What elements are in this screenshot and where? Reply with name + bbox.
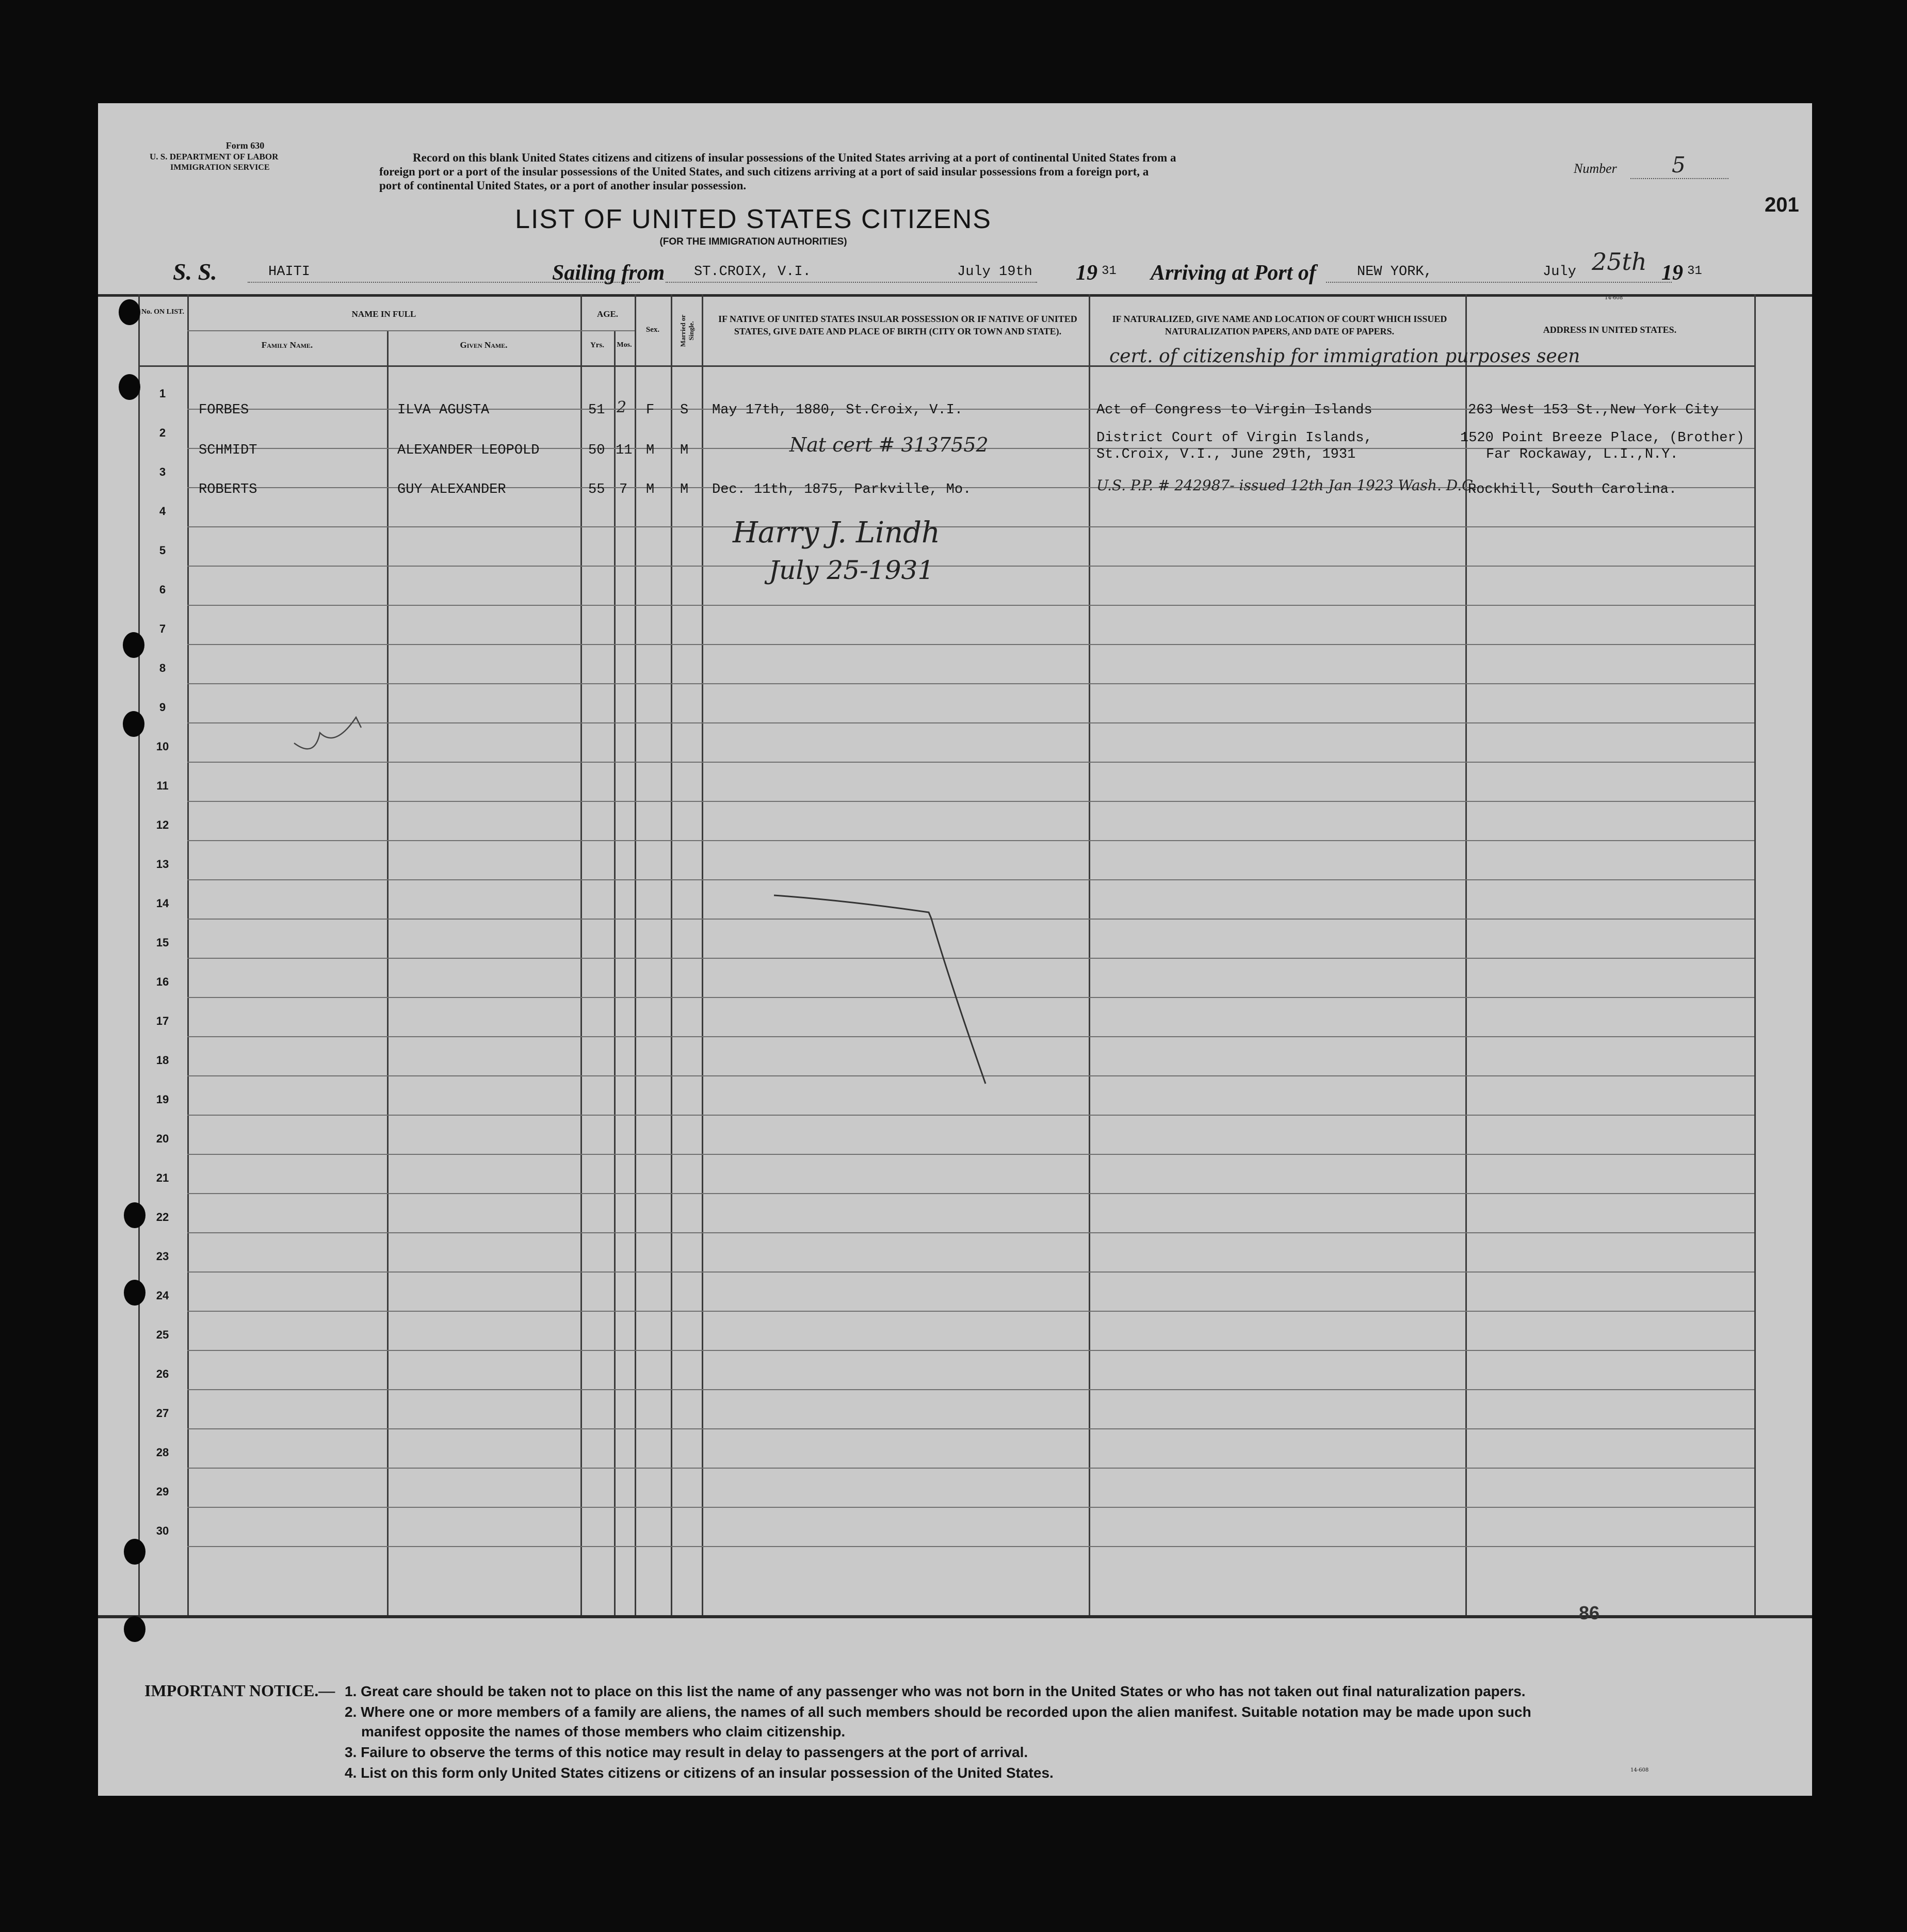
- number-value: 5: [1672, 152, 1686, 178]
- row-number: 4: [159, 505, 166, 518]
- header-no-on-list: No. ON LIST.: [141, 308, 184, 316]
- row-number: 24: [156, 1289, 169, 1302]
- punch-hole: [124, 1616, 146, 1642]
- row-number: 2: [159, 426, 166, 439]
- punch-hole: [123, 632, 144, 658]
- page-title: LIST OF UNITED STATES CITIZENS: [515, 204, 992, 234]
- row-number: 30: [156, 1524, 169, 1537]
- row3-given: GUY ALEXANDER: [397, 482, 506, 497]
- row2-family: SCHMIDT: [199, 443, 257, 458]
- header-native: IF NATIVE OF UNITED STATES INSULAR POSSESSION OR IF NATIVE OF UNITED STATES, GIVE DATE AND PLACE OF BIRTH (CITY OR TOWN AND STATE).: [718, 314, 1077, 336]
- small-code: 14-608: [1605, 295, 1623, 301]
- row-number: 8: [159, 662, 166, 674]
- row-number: 23: [156, 1250, 169, 1263]
- notice-item-1: 1. Great care should be taken not to place on this list the name of any passenger who was not born in the United States or who has not taken out final naturalization papers.: [345, 1683, 1526, 1699]
- header-mos: Mos.: [617, 341, 632, 349]
- row3-marital: M: [680, 482, 689, 497]
- punch-hole: [119, 299, 140, 325]
- ss-label: S. S.: [173, 259, 217, 285]
- row-number: 7: [159, 622, 166, 635]
- header-yrs: Yrs.: [590, 341, 605, 349]
- row3-naturalized-hand: U.S. P.P. # 242987- issued 12th Jan 1923 Wash. D.C.: [1096, 477, 1477, 494]
- row1-mos: 2: [617, 398, 627, 416]
- row-number: 1: [159, 387, 166, 400]
- footer-number: 86: [1579, 1602, 1600, 1623]
- row3-mos: 7: [619, 482, 628, 497]
- row2-given: ALEXANDER LEOPOLD: [397, 443, 540, 458]
- header-married-single: Married or Single.: [679, 314, 695, 347]
- row-number: 5: [159, 544, 166, 557]
- instructions-line-3: port of continental United States, or a port of another insular possession.: [379, 179, 747, 192]
- row1-marital: S: [680, 403, 689, 418]
- row1-yrs: 51: [588, 403, 605, 418]
- header-given-name: Given Name.: [460, 340, 508, 350]
- row-number: 14: [156, 897, 169, 910]
- row-number: 3: [159, 465, 166, 478]
- row-number: 15: [156, 936, 169, 949]
- pen-marks: [98, 103, 1812, 1796]
- arriving-port: NEW YORK,: [1357, 264, 1432, 280]
- arrival-date-typed: July: [1543, 264, 1576, 280]
- row2-address-2: Far Rockaway, L.I.,N.Y.: [1486, 447, 1678, 462]
- notice-item-2a: 2. Where one or more members of a family are aliens, the names of all such members should be recorded upon the alien manifest. Suitable notation may be made upon such: [345, 1704, 1531, 1720]
- row-number: 13: [156, 858, 169, 871]
- row2-yrs: 50: [588, 443, 605, 458]
- page-stamp: 201: [1765, 194, 1799, 216]
- punch-hole: [123, 711, 144, 737]
- row3-yrs: 55: [588, 482, 605, 497]
- citizenship-annotation: cert. of citizenship for immigration purposes seen: [1109, 346, 1580, 367]
- number-label: Number: [1574, 161, 1617, 176]
- row-number: 21: [156, 1171, 169, 1184]
- row2-mos: 11: [616, 443, 633, 458]
- punch-hole: [124, 1202, 146, 1228]
- row-number: 12: [156, 818, 169, 831]
- instructions-line-2: foreign port or a port of the insular possessions of the United States, and such citizens arriving at a port of said insular possessions from a foreign port, a: [379, 165, 1149, 178]
- notice-label: IMPORTANT NOTICE.—: [144, 1681, 335, 1700]
- row1-given: ILVA AGUSTA: [397, 403, 490, 418]
- notice-item-3: 3. Failure to observe the terms of this notice may result in delay to passengers at the port of arrival.: [345, 1744, 1028, 1760]
- page-subtitle: (FOR THE IMMIGRATION AUTHORITIES): [659, 236, 847, 247]
- row1-naturalized: Act of Congress to Virgin Islands: [1096, 403, 1372, 418]
- punch-hole: [119, 374, 140, 400]
- notice-item-4: 4. List on this form only United States citizens or citizens of an insular possession of the United States.: [345, 1765, 1054, 1781]
- row-number: 18: [156, 1054, 169, 1067]
- row3-address: Rockhill, South Carolina.: [1468, 482, 1677, 497]
- header-sex: Sex.: [645, 326, 660, 334]
- row-number: 6: [159, 583, 166, 596]
- punch-hole: [124, 1539, 146, 1565]
- arrival-year-prefix: 19: [1661, 261, 1683, 285]
- row2-native-hand: Nat cert # 3137552: [789, 433, 989, 456]
- header-age: AGE.: [596, 309, 619, 319]
- row-number: 19: [156, 1093, 169, 1106]
- sailing-from: ST.CROIX, V.I.: [694, 264, 811, 280]
- ship-name: HAITI: [268, 264, 311, 280]
- row-number: 25: [156, 1328, 169, 1341]
- row1-family: FORBES: [199, 403, 249, 418]
- header-family-name: Family Name.: [261, 340, 313, 350]
- sail-year-suffix: 31: [1102, 264, 1117, 278]
- notice-code: 14-608: [1630, 1767, 1649, 1773]
- service-label: IMMIGRATION SERVICE: [170, 163, 270, 172]
- row2-address: 1520 Point Breeze Place, (Brother): [1460, 430, 1744, 446]
- row2-naturalized: District Court of Virgin Islands,: [1096, 430, 1372, 446]
- row1-sex: F: [646, 403, 655, 418]
- header-address: ADDRESS IN UNITED STATES.: [1543, 325, 1677, 335]
- row-number: 20: [156, 1132, 169, 1145]
- row-number: 22: [156, 1211, 169, 1223]
- row2-naturalized-2: St.Croix, V.I., June 29th, 1931: [1096, 447, 1356, 462]
- row-number: 17: [156, 1015, 169, 1027]
- punch-hole: [124, 1280, 146, 1306]
- row3-sex: M: [646, 482, 655, 497]
- sailing-label: Sailing from: [552, 261, 665, 285]
- row-number: 10: [156, 740, 169, 753]
- form-number: Form 630: [225, 140, 265, 151]
- row-number: 29: [156, 1485, 169, 1498]
- row-number: 11: [156, 779, 169, 792]
- row-number: 28: [156, 1446, 169, 1459]
- row1-native: May 17th, 1880, St.Croix, V.I.: [712, 403, 963, 418]
- sail-date: July 19th: [957, 264, 1032, 280]
- row3-native: Dec. 11th, 1875, Parkville, Mo.: [712, 482, 972, 497]
- arrival-year-suffix: 31: [1687, 264, 1702, 278]
- notice-item-2b: manifest opposite the names of those members who claim citizenship.: [361, 1724, 846, 1740]
- arrival-date-hand: 25th: [1592, 248, 1647, 276]
- row-number: 27: [156, 1407, 169, 1420]
- row-number: 9: [159, 701, 166, 714]
- instructions-line-1: Record on this blank United States citizens and citizens of insular possessions of the United States arriving at a port of continental United States from a: [413, 151, 1176, 164]
- header-naturalized: IF NATURALIZED, GIVE NAME AND LOCATION OF COURT WHICH ISSUED NATURALIZATION PAPERS, AND DATE OF PAPERS.: [1112, 314, 1447, 336]
- row1-address: 263 West 153 St.,New York City: [1468, 403, 1719, 418]
- row3-family: ROBERTS: [199, 482, 257, 497]
- sail-year-prefix: 19: [1076, 261, 1097, 285]
- header-name-in-full: NAME IN FULL: [351, 309, 416, 319]
- row-number: 16: [156, 975, 169, 988]
- department-label: U. S. DEPARTMENT OF LABOR: [150, 152, 279, 162]
- row-number: 26: [156, 1367, 169, 1380]
- form-sheet: [98, 103, 1812, 1796]
- row2-marital: M: [680, 443, 689, 458]
- inspector-signature: Harry J. Lindh: [733, 516, 940, 550]
- row2-sex: M: [646, 443, 655, 458]
- arriving-label: Arriving at Port of: [1151, 261, 1316, 285]
- signature-date: July 25-1931: [769, 555, 934, 585]
